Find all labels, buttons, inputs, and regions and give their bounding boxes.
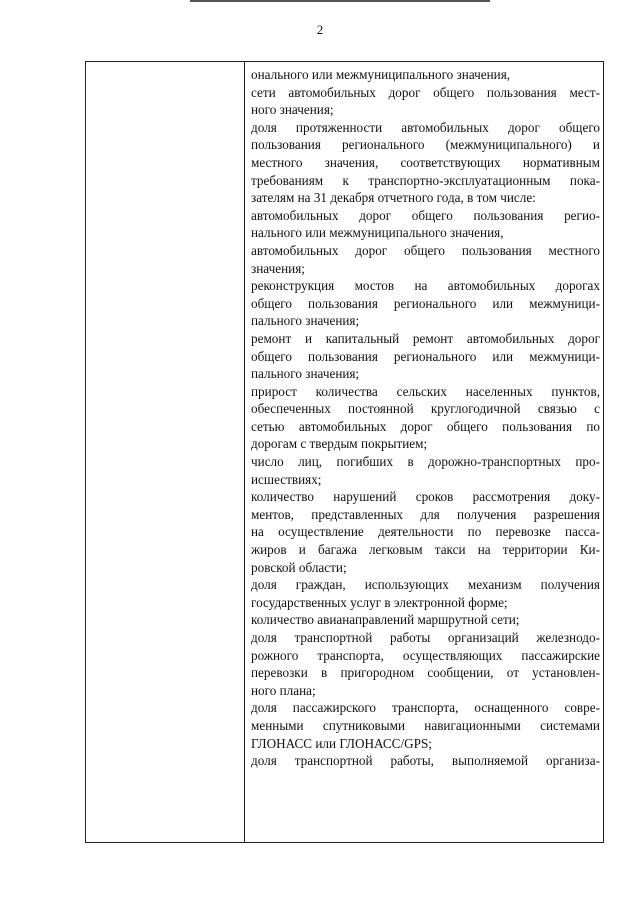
text-line: дорогам с твердым покрытием; <box>251 436 428 452</box>
text-line: доля транспортной работы, выполняемой организа- <box>251 753 600 769</box>
text-line: менными спутниковыми навигационными системами <box>251 717 600 733</box>
text-line: сети автомобильных дорог общего пользования мест- <box>251 84 600 100</box>
text-line: число лиц, погибших в дорожно-транспортных про- <box>251 454 600 470</box>
text-line: ментов, представленных для получения разрешения <box>251 506 600 522</box>
text-line: реконструкция мостов на автомобильных дорогах <box>251 278 600 294</box>
indicators-table <box>85 61 604 843</box>
text-line: местного значения, соответствующих нормативным <box>251 154 600 170</box>
text-line: ровской области; <box>251 559 347 575</box>
text-line: количество нарушений сроков рассмотрения доку- <box>251 489 600 505</box>
indicators-text-cell <box>251 66 600 770</box>
text-line: пользования регионального (межмуниципального) и <box>251 137 600 153</box>
column-divider <box>244 62 245 842</box>
text-line: доля пассажирского транспорта, оснащенного совре- <box>251 700 600 716</box>
text-line: автомобильных дорог общего пользования местного <box>251 242 600 258</box>
text-line: пального значения; <box>251 313 360 329</box>
text-line: значения; <box>251 260 305 276</box>
text-line: общего пользования регионального или межмуници- <box>251 348 600 364</box>
page-number: 2 <box>316 22 324 37</box>
text-line: доля транспортной работы организаций железнодо- <box>251 630 600 645</box>
text-line: количество авианаправлений маршрутной сети; <box>251 612 520 628</box>
text-line: сетью автомобильных дорог общего пользования по <box>251 418 600 434</box>
text-line: ГЛОНАСС или ГЛОНАСС/GPS; <box>251 735 432 751</box>
scan-edge-mark <box>190 0 490 2</box>
text-line: рожного транспорта, осуществляющих пассажирские <box>251 647 600 663</box>
text-line: прирост количества сельских населенных пунктов, <box>251 383 600 399</box>
text-line: жиров и багажа легковым такси на территории Ки- <box>251 542 600 558</box>
text-line: доля протяженности автомобильных дорог общего <box>251 119 600 135</box>
text-line: онального или межмуниципального значения, <box>251 67 511 82</box>
text-line: автомобильных дорог общего пользования регио- <box>251 207 600 223</box>
text-line: обеспеченных постоянной круглогодичной связью с <box>251 401 600 417</box>
text-line: зателям на 31 декабря отчетного года, в том числе: <box>251 190 536 206</box>
text-line: исшествиях; <box>251 471 322 487</box>
text-line: ного плана; <box>251 682 316 698</box>
text-line: нального или межмуниципального значения, <box>251 225 504 241</box>
table-left-cell <box>86 62 244 842</box>
text-line: перевозки в пригородном сообщении, от установлен- <box>251 665 600 681</box>
text-line: требованиям к транспортно-эксплуатационным пока- <box>251 172 600 188</box>
text-line: ремонт и капитальный ремонт автомобильных дорог <box>251 330 600 346</box>
text-line: доля граждан, использующих механизм получения <box>251 577 600 593</box>
text-line: пального значения; <box>251 366 360 382</box>
text-line: ного значения; <box>251 102 334 118</box>
text-line: государственных услуг в электронной форме; <box>251 594 508 610</box>
text-line: общего пользования регионального или межмуници- <box>251 295 600 311</box>
text-line: на осуществление деятельности по перевозке пасса- <box>251 524 600 540</box>
